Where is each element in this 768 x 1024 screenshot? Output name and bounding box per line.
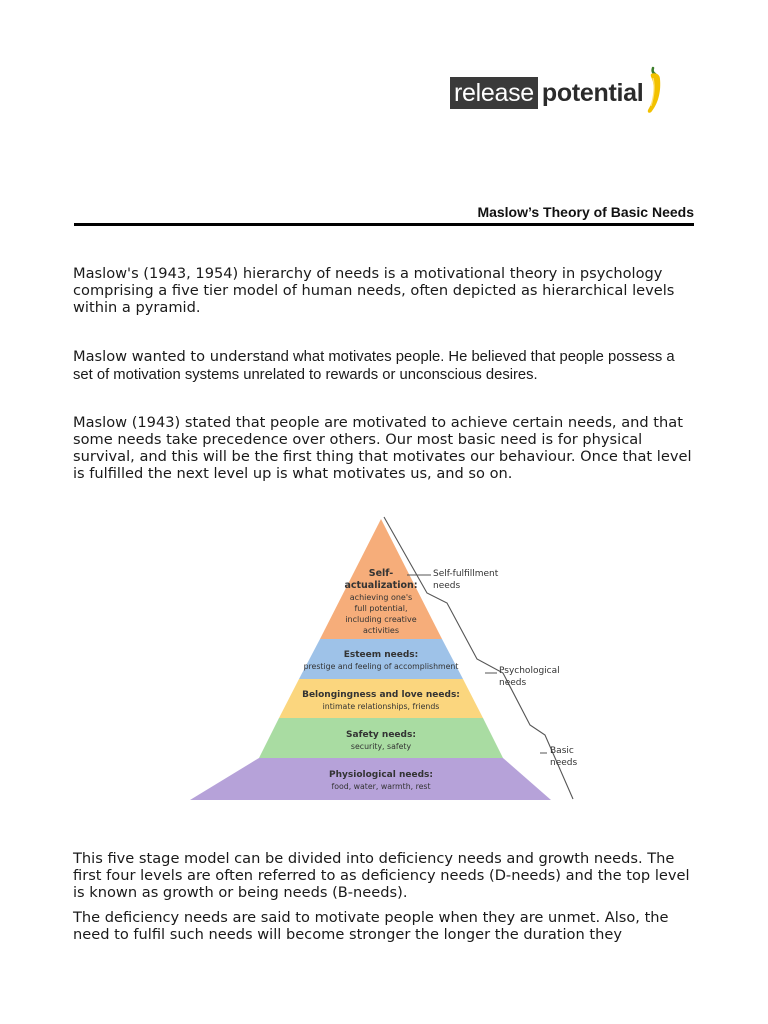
maslow-pyramid-figure [185, 513, 585, 805]
group-basic-line2: needs [550, 758, 578, 768]
logo-word-release: release [450, 77, 538, 109]
paragraph-motivation-rest: tand what motivates people. He believed that people possess a set of motivation systems unrelated to rewards or unconscious desires. [73, 349, 675, 383]
group-self-fulfillment-line2: needs [433, 581, 461, 591]
level-self-actualization-desc-2: full potential, [354, 604, 408, 613]
paragraph-motivation [73, 348, 698, 384]
level-belongingness-desc: intimate relationships, friends [322, 702, 440, 711]
paragraph-deficiency-growth: This five stage model can be divided into deficiency needs and growth needs. The first four levels are often referred to as deficiency needs (D-needs) and the top level is known as growth or being needs (B-needs). [73, 850, 690, 901]
paragraph-intro: Maslow's (1943, 1954) hierarchy of needs is a motivational theory in psychology comprising a five tier model of human needs, often depicted as hierarchical levels within a pyramid. [73, 265, 675, 316]
maslow-pyramid-svg [185, 513, 585, 805]
level-esteem-title: Esteem needs: [343, 650, 419, 660]
level-belongingness-title: Belongingness and love needs: [302, 690, 460, 700]
level-self-actualization-title-1: Self- [368, 568, 394, 579]
level-safety-desc: security, safety [350, 742, 412, 751]
level-physiological-title: Physiological needs: [329, 770, 433, 780]
paragraph-deficiency-motivation: The deficiency needs are said to motivate people when they are unmet. Also, the need to fulfil such needs will become stronger the longer the duration they [73, 909, 669, 943]
document-title: Maslow’s Theory of Basic Needs [477, 204, 694, 220]
level-self-actualization-desc-3: including creative [345, 615, 417, 624]
paragraph-motivation-start: Maslow wanted to unders [73, 348, 261, 365]
level-self-actualization-desc-4: activities [362, 626, 400, 635]
group-basic-line1: Basic [550, 746, 574, 756]
paragraph-precedence: Maslow (1943) stated that people are motivated to achieve certain needs, and that some needs take precedence over others. Our most basic need is for physical survival, and this will be the first thing that motivates our behaviour. Once that level is fulfilled the next level up is what motivates us, and so on. [73, 414, 692, 482]
group-psychological-line1: Psychological [499, 666, 560, 676]
level-self-actualization-desc-1: achieving one's [349, 593, 413, 602]
level-esteem-desc: prestige and feeling of accomplishment [303, 662, 459, 671]
logo-word-potential: potential [541, 79, 644, 107]
release-potential-logo [450, 68, 666, 118]
chili-pepper-icon [644, 64, 666, 116]
group-psychological-line2: needs [499, 678, 527, 688]
level-physiological-desc: food, water, warmth, rest [331, 782, 431, 791]
group-self-fulfillment-line1: Self-fulfillment [433, 569, 499, 579]
level-safety-title: Safety needs: [346, 730, 416, 740]
level-self-actualization-title-2: actualization: [344, 580, 418, 591]
title-divider [74, 223, 694, 226]
